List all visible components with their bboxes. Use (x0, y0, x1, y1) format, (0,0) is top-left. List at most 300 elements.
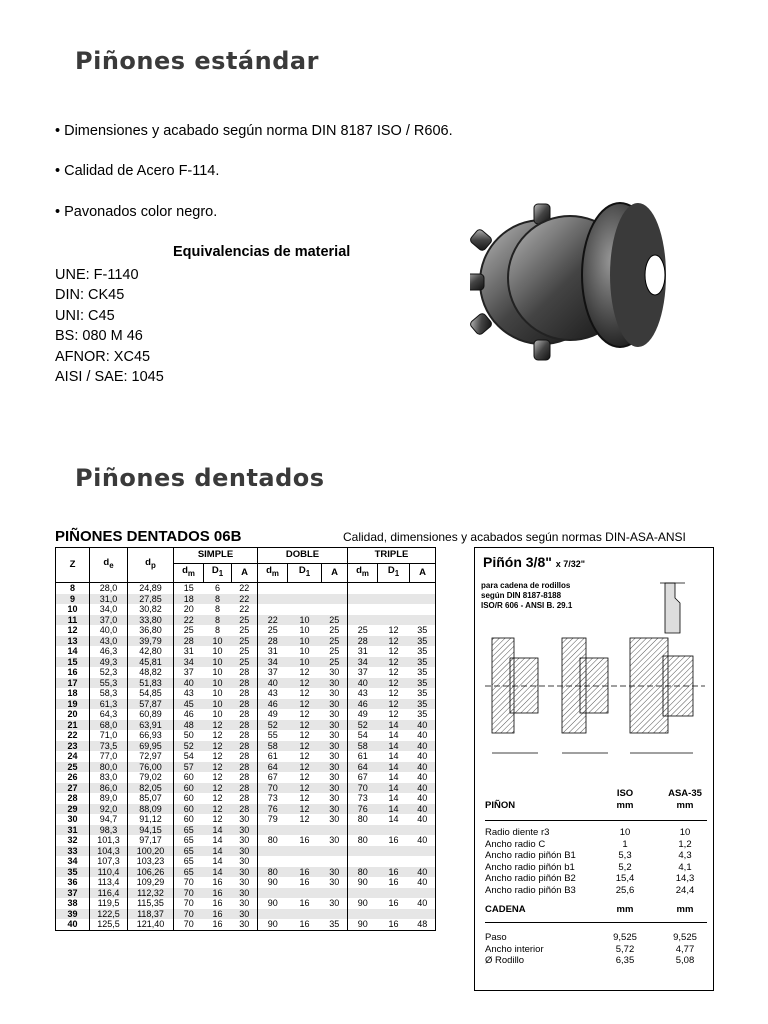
table-cell: 10 (288, 657, 322, 668)
table-row (56, 825, 436, 836)
table-cell: 40 (410, 741, 436, 752)
table-cell: 30 (329, 772, 340, 782)
table-cell: 16 (299, 835, 310, 845)
table-cell: 38 (56, 898, 90, 909)
table-cell: 30 (322, 699, 348, 710)
table-cell: 57,87 (128, 699, 174, 710)
table-cell: 115,35 (128, 898, 174, 909)
col-pinon: PIÑON (485, 800, 516, 811)
dimensions-table (55, 547, 436, 931)
equiv-item: UNE: F-1140 (55, 267, 139, 283)
col-iso-unit: mm (616, 800, 634, 811)
table-cell (348, 888, 378, 899)
header-z: Z (56, 548, 90, 583)
table-cell: 28 (239, 793, 250, 803)
table-cell: 12 (299, 793, 310, 803)
header-triple: TRIPLE (348, 548, 436, 564)
table-cell: 6 (214, 583, 220, 593)
table-cell: 16 (212, 898, 223, 908)
header-d1: $D_1$ (204, 563, 232, 582)
col-iso: ISO (616, 788, 634, 799)
table-cell: 65 (174, 825, 204, 836)
table-cell: 16 (204, 919, 232, 930)
table-cell: 90 (258, 898, 288, 909)
table-cell: 40 (56, 919, 90, 930)
table-cell: 33 (56, 846, 90, 857)
table-cell: 34 (348, 657, 378, 668)
property-label: Ancho radio piñón B3 (485, 885, 576, 896)
table-cell: 80 (258, 835, 288, 846)
table-cell: 29 (56, 804, 90, 815)
table-cell: 25 (174, 625, 204, 636)
table-cell: 28 (232, 804, 258, 815)
table-cell: 64 (348, 762, 378, 773)
table-cell: 34 (258, 657, 288, 668)
table-cell: 46 (348, 699, 378, 710)
table-cell: 16 (378, 919, 410, 930)
table-cell: 64 (258, 762, 288, 773)
table-cell: 85,07 (128, 793, 174, 804)
table-cell: 8 (214, 604, 220, 614)
table-cell (322, 856, 348, 867)
table-cell: 58 (258, 741, 288, 752)
table-cell: 80 (348, 814, 378, 825)
table-cell: 25 (322, 615, 348, 626)
table-cell: 28 (232, 783, 258, 794)
table-cell: 35 (410, 636, 436, 647)
equiv-item: AISI / SAE: 1045 (55, 369, 164, 386)
table-cell (288, 825, 322, 836)
table-cell: 14 (378, 741, 410, 752)
table-cell (378, 615, 410, 626)
table-cell: 30 (329, 751, 340, 761)
table-cell: 14 (378, 804, 410, 815)
table-cell: 65 (174, 867, 204, 878)
table-cell: 48 (410, 919, 436, 930)
cadena-asa-unit: mm (676, 904, 694, 915)
table-row (56, 898, 436, 909)
equiv-item: UNI: C45 (55, 307, 115, 324)
table-cell: 14 (204, 846, 232, 857)
table-cell: 40 (410, 877, 436, 888)
table-cell (348, 856, 378, 867)
property-label: Paso (485, 932, 507, 943)
table-cell (258, 856, 288, 867)
table-cell: 49 (348, 709, 378, 720)
table-cell: 79,02 (128, 772, 174, 783)
table-cell: 52 (348, 720, 378, 731)
table-cell: 31 (56, 825, 90, 836)
table-row (56, 636, 436, 647)
table-cell: 12 (288, 762, 322, 773)
table-cell: 35 (410, 688, 436, 699)
table-cell: 61,3 (90, 699, 128, 710)
table-row (56, 625, 436, 636)
table-cell (258, 825, 288, 836)
table-cell: 14 (388, 730, 399, 740)
table-cell: 12 (299, 730, 310, 740)
table-cell: 35 (410, 667, 436, 678)
table-cell: 12 (378, 657, 410, 668)
table-cell: 12 (212, 751, 223, 761)
property-label: Ancho radio C (485, 838, 546, 850)
table-cell: 30 (232, 825, 258, 836)
table-row (56, 646, 436, 657)
table-cell: 39 (56, 909, 90, 920)
table-cell: 8 (204, 615, 232, 626)
table-cell: 34,0 (90, 604, 128, 615)
table-cell: 14 (204, 867, 232, 878)
table-cell: 25 (232, 615, 258, 626)
property-value: 9,525 (613, 932, 637, 943)
bullet-1: • Dimensiones y acabado según norma DIN 8187 ISO / R606. (55, 123, 453, 139)
table-cell: 18 (174, 594, 204, 605)
equivalencias-title: Equivalencias de material (173, 244, 351, 260)
table-cell: 30 (322, 867, 348, 878)
table-cell (348, 594, 378, 605)
table-cell: 40 (410, 804, 436, 815)
table-cell: 60 (174, 814, 204, 825)
table-row (56, 730, 436, 741)
table-cell: 18 (56, 688, 90, 699)
table-cell: 118,37 (128, 909, 174, 920)
table-cell: 10 (288, 615, 322, 626)
table-cell: 30 (232, 846, 258, 857)
table-row (56, 846, 436, 857)
table-cell: 12 (299, 751, 310, 761)
property-value: 4,77 (675, 943, 695, 955)
equivalencias-list (55, 265, 164, 387)
table-cell: 12 (299, 814, 310, 824)
table-cell: 30 (322, 762, 348, 773)
table-cell (322, 604, 348, 615)
table-cell: 28 (239, 751, 250, 761)
table-cell: 30 (322, 783, 348, 794)
table-cell: 17 (56, 678, 90, 689)
table-cell: 80 (348, 867, 378, 878)
table-cell (410, 583, 436, 594)
table-cell: 28 (232, 720, 258, 731)
table-cell: 37 (348, 667, 378, 678)
property-value: 5,2 (618, 861, 632, 873)
table-cell (288, 856, 322, 867)
table-cell: 65 (174, 835, 204, 846)
table-cell (322, 909, 348, 920)
table-cell (410, 604, 436, 615)
table-cell: 86,0 (90, 783, 128, 794)
table-cell (288, 909, 322, 920)
table-cell: 11 (56, 615, 90, 626)
table-cell: 37 (56, 888, 90, 899)
table-cell: 49 (258, 709, 288, 720)
table-cell: 30 (239, 877, 250, 887)
table-cell: 27 (56, 783, 90, 794)
table-cell: 40 (174, 678, 204, 689)
table-cell (410, 846, 436, 857)
table-row (56, 867, 436, 878)
table-cell: 25 (258, 625, 288, 636)
table-cell: 10 (299, 646, 310, 656)
table-cell (348, 846, 378, 857)
table-cell: 80 (348, 835, 378, 846)
table-cell: 12 (204, 741, 232, 752)
table-cell: 71,0 (90, 730, 128, 741)
property-value: 10 (619, 827, 631, 838)
header-doble: DOBLE (258, 548, 348, 564)
table-row (56, 604, 436, 615)
table-cell: 76 (258, 804, 288, 815)
table-cell: 40 (410, 867, 436, 878)
table-cell: 28 (258, 636, 288, 647)
table-cell: 14 (378, 720, 410, 731)
property-value: 10 (679, 827, 691, 838)
table-cell: 8 (56, 583, 90, 594)
table-cell: 40 (410, 772, 436, 783)
table-cell: 25 (329, 625, 340, 635)
table-cell (378, 888, 410, 899)
table-row (56, 804, 436, 815)
table-cell: 30 (322, 804, 348, 815)
table-cell (322, 888, 348, 899)
property-value: 6,35 (615, 955, 635, 967)
header-d1: $D_1$ (378, 563, 410, 582)
table-cell: 10 (299, 625, 310, 635)
table-cell (348, 604, 378, 615)
table-cell: 10 (212, 709, 223, 719)
table-row (56, 888, 436, 899)
table-cell: 70 (174, 898, 204, 909)
table-cell: 23 (56, 741, 90, 752)
col-asa-unit: mm (676, 800, 694, 811)
table-cell: 40 (410, 751, 436, 762)
table-cell: 14 (388, 751, 399, 761)
table-cell: 30 (329, 709, 340, 719)
table-cell: 65 (174, 856, 204, 867)
table-cell: 28,0 (90, 583, 128, 594)
table-cell: 10 (204, 699, 232, 710)
table-cell: 31 (174, 646, 204, 657)
table-cell: 39,79 (128, 636, 174, 647)
table-cell: 12 (212, 730, 223, 740)
table-cell: 15 (56, 657, 90, 668)
table-cell: 52,3 (90, 667, 128, 678)
table-cell: 58 (348, 741, 378, 752)
table-cell: 25 (56, 762, 90, 773)
table-cell (410, 909, 436, 920)
table-cell: 10 (204, 636, 232, 647)
table-cell: 36 (56, 877, 90, 888)
header-a: A (410, 563, 436, 582)
table-cell (348, 615, 378, 626)
table-cell: 14 (378, 783, 410, 794)
table-cell: 43 (348, 688, 378, 699)
table-cell: 40 (348, 678, 378, 689)
table-cell (258, 846, 288, 857)
table-cell: 12 (212, 814, 223, 824)
table-cell: 110,4 (90, 867, 128, 878)
table-cell: 12 (204, 783, 232, 794)
equiv-item: BS: 080 M 46 (55, 328, 143, 345)
table-cell: 16 (388, 835, 399, 845)
table-cell: 25 (232, 657, 258, 668)
table-cell: 82,05 (128, 783, 174, 794)
table-cell: 24 (56, 751, 90, 762)
table-cell (378, 594, 410, 605)
property-label: Ancho radio piñón B1 (485, 850, 576, 862)
table-cell: 22 (239, 583, 250, 593)
table-cell: 16 (288, 867, 322, 878)
table-cell: 46,3 (90, 646, 128, 657)
table-row (56, 688, 436, 699)
table-cell: 28 (239, 667, 250, 677)
sprocket-image (470, 180, 670, 380)
table-cell: 12 (204, 804, 232, 815)
table-cell: 58,3 (90, 688, 128, 699)
header-de: $d_e$ (90, 548, 128, 583)
table-cell: 70 (174, 909, 204, 920)
table-cell: 22 (56, 730, 90, 741)
table-cell: 30 (322, 678, 348, 689)
table-cell: 52 (258, 720, 288, 731)
table-cell: 26 (56, 772, 90, 783)
table-cell: 14 (212, 856, 223, 866)
table-cell: 57 (174, 762, 204, 773)
table-cell: 30 (322, 720, 348, 731)
box-title: Piñón 3/8" x 7/32" (483, 554, 586, 570)
table-cell: 45 (174, 699, 204, 710)
table-cell: 76,00 (128, 762, 174, 773)
table-row (56, 909, 436, 920)
property-value: 5,08 (675, 955, 695, 967)
table-cell: 90 (348, 898, 378, 909)
table-cell: 48 (174, 720, 204, 731)
table-cell: 12 (288, 741, 322, 752)
table-cell: 40 (410, 730, 436, 741)
table-cell: 83,0 (90, 772, 128, 783)
table-cell: 31 (348, 646, 378, 657)
table-cell: 35 (410, 657, 436, 668)
table-cell: 28 (174, 636, 204, 647)
table-cell: 35 (410, 699, 436, 710)
table-title: PIÑONES DENTADOS 06B (55, 528, 242, 545)
table-row (56, 678, 436, 689)
table-cell: 90 (258, 919, 288, 930)
header-a: A (232, 563, 258, 582)
property-label: Radio diente r3 (485, 827, 550, 838)
table-cell: 37,0 (90, 615, 128, 626)
table-cell: 31,0 (90, 594, 128, 605)
table-cell: 9 (56, 594, 90, 605)
table-cell (288, 604, 322, 615)
table-row (56, 877, 436, 888)
table-cell (378, 856, 410, 867)
table-cell: 107,3 (90, 856, 128, 867)
table-cell: 12 (378, 636, 410, 647)
table-cell: 70 (174, 877, 204, 888)
table-row (56, 594, 436, 605)
table-cell: 30 (232, 888, 258, 899)
table-cell: 40 (258, 678, 288, 689)
table-cell: 30 (322, 741, 348, 752)
table-cell (410, 594, 436, 605)
table-cell (378, 604, 410, 615)
table-cell (288, 583, 322, 594)
table-cell: 12 (288, 699, 322, 710)
table-cell: 12 (388, 688, 399, 698)
table-cell: 14 (388, 814, 399, 824)
table-cell: 50 (174, 730, 204, 741)
table-cell: 34 (174, 657, 204, 668)
table-cell: 30 (232, 919, 258, 930)
table-subtitle: Calidad, dimensiones y acabados según normas DIN-ASA-ANSI (343, 530, 686, 544)
property-value: 1,2 (678, 838, 692, 850)
table-cell: 70 (258, 783, 288, 794)
page-title: Piñones estándar (75, 47, 319, 75)
table-cell: 76 (348, 804, 378, 815)
header-dm: $d_m$ (174, 563, 204, 582)
table-row (56, 699, 436, 710)
table-cell: 14 (204, 825, 232, 836)
table-cell: 28 (232, 699, 258, 710)
table-cell: 68,0 (90, 720, 128, 731)
property-value: 24,4 (675, 885, 695, 896)
table-row (56, 783, 436, 794)
table-cell: 67 (258, 772, 288, 783)
property-value: 5,3 (618, 850, 632, 862)
table-cell (258, 594, 288, 605)
col-asa: ASA-35 (668, 788, 702, 799)
table-cell: 60 (174, 783, 204, 794)
table-row (56, 762, 436, 773)
table-cell: 101,3 (90, 835, 128, 846)
table-cell: 28 (348, 636, 378, 647)
table-cell: 40 (410, 793, 436, 804)
table-cell: 10 (212, 667, 223, 677)
table-cell: 125,5 (90, 919, 128, 930)
table-cell: 12 (388, 667, 399, 677)
table-cell: 14 (388, 772, 399, 782)
table-cell: 12 (288, 720, 322, 731)
table-cell: 25 (329, 646, 340, 656)
table-cell: 25 (322, 636, 348, 647)
table-row (56, 835, 436, 846)
table-cell: 61 (348, 751, 378, 762)
table-cell (258, 888, 288, 899)
table-cell (378, 909, 410, 920)
box-description: para cadena de rodillos según DIN 8187-8188 ISO/R 606 - ANSI B. 29.1 (481, 581, 573, 610)
table-cell: 90 (348, 919, 378, 930)
divider (485, 820, 707, 821)
table-cell: 60,89 (128, 709, 174, 720)
table-cell: 24,89 (128, 583, 174, 594)
table-cell: 25 (232, 636, 258, 647)
table-cell: 10 (212, 688, 223, 698)
table-cell: 16 (56, 667, 90, 678)
table-cell: 40 (410, 762, 436, 773)
table-cell: 28 (239, 709, 250, 719)
table-row (56, 814, 436, 825)
table-cell: 12 (378, 699, 410, 710)
table-cell: 30 (329, 688, 340, 698)
table-cell: 34 (56, 856, 90, 867)
table-cell: 30 (329, 730, 340, 740)
table-cell: 51,83 (128, 678, 174, 689)
table-cell: 35 (322, 919, 348, 930)
table-cell: 60 (174, 804, 204, 815)
table-cell: 10 (204, 678, 232, 689)
table-cell: 12 (204, 762, 232, 773)
table-cell: 70 (174, 919, 204, 930)
